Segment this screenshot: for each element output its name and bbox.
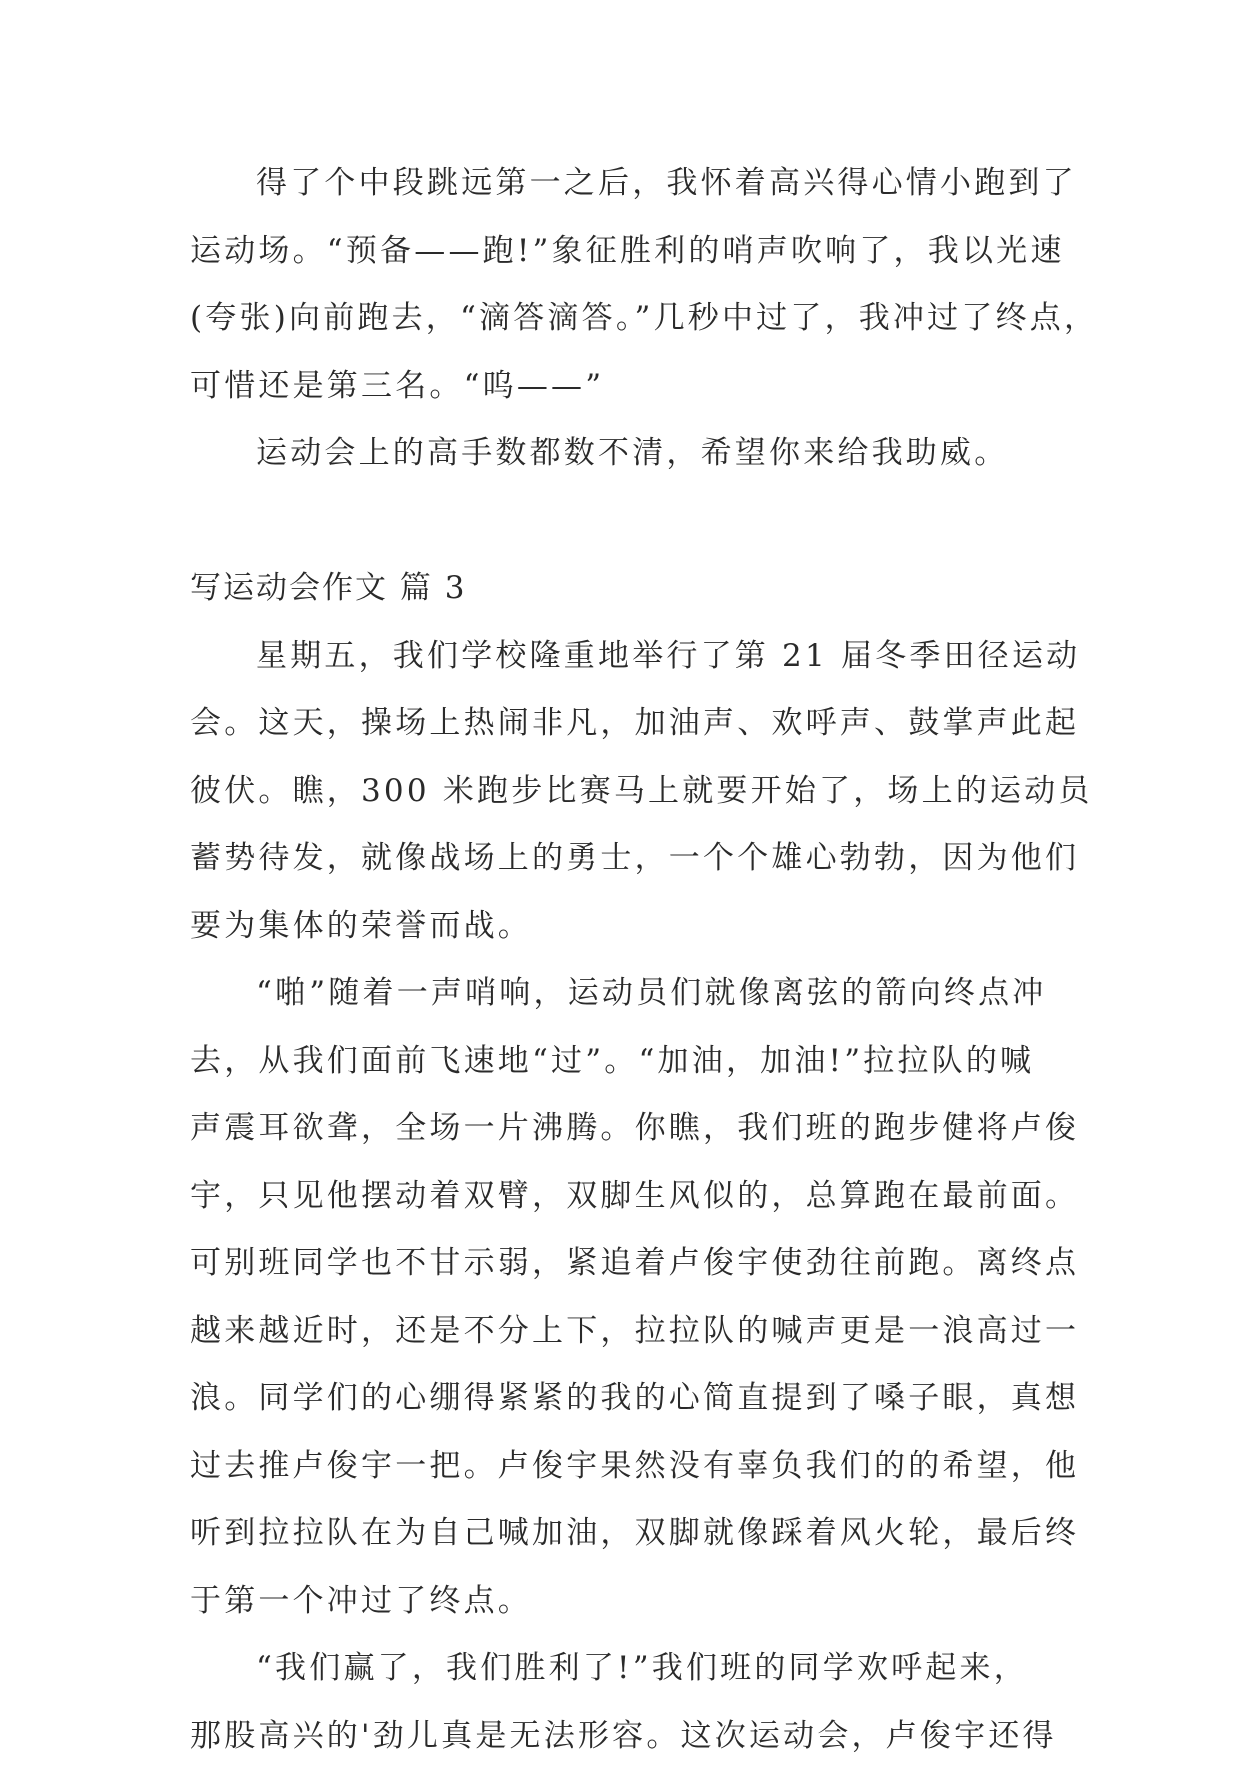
paragraph-line: 越来越近时，还是不分上下，拉拉队的喊声更是一浪高过一 bbox=[190, 1306, 1050, 1374]
paragraph-line: 浪。同学们的心绷得紧紧的我的心简直提到了嗓子眼，真想 bbox=[190, 1373, 1050, 1441]
article-body bbox=[190, 158, 1050, 1778]
paragraph-line: 宇，只见他摆动着双臂，双脚生风似的，总算跑在最前面。 bbox=[190, 1171, 1050, 1239]
paragraph-line: 运动会上的高手数都数不清，希望你来给我助威。 bbox=[190, 428, 1050, 496]
paragraph-line: (夸张)向前跑去，“滴答滴答。”几秒中过了，我冲过了终点， bbox=[190, 293, 1050, 361]
paragraph-line: 听到拉拉队在为自己喊加油，双脚就像踩着风火轮，最后终 bbox=[190, 1508, 1050, 1576]
paragraph-line: 可惜还是第三名。“呜——” bbox=[190, 361, 1050, 429]
paragraph-line: 得了个中段跳远第一之后，我怀着高兴得心情小跑到了 bbox=[190, 158, 1050, 226]
paragraph-line: 蓄势待发，就像战场上的勇士，一个个雄心勃勃，因为他们 bbox=[190, 833, 1050, 901]
paragraph-line: “我们赢了，我们胜利了!”我们班的同学欢呼起来， bbox=[190, 1643, 1050, 1711]
paragraph-line: 过去推卢俊宇一把。卢俊宇果然没有辜负我们的的希望，他 bbox=[190, 1441, 1050, 1509]
paragraph-line: 要为集体的荣誉而战。 bbox=[190, 901, 1050, 969]
paragraph-line: 运动场。“预备——跑!”象征胜利的哨声吹响了，我以光速 bbox=[190, 226, 1050, 294]
paragraph-line: “啪”随着一声哨响，运动员们就像离弦的箭向终点冲 bbox=[190, 968, 1050, 1036]
paragraph-line: 星期五，我们学校隆重地举行了第 21 届冬季田径运动 bbox=[190, 631, 1050, 699]
paragraph-line: 彼伏。瞧，300 米跑步比赛马上就要开始了，场上的运动员 bbox=[190, 766, 1050, 834]
paragraph-line: 于第一个冲过了终点。 bbox=[190, 1576, 1050, 1644]
paragraph-line: 那股高兴的'劲儿真是无法形容。这次运动会，卢俊宇还得 bbox=[190, 1711, 1050, 1778]
paragraph-line: 会。这天，操场上热闹非凡，加油声、欢呼声、鼓掌声此起 bbox=[190, 698, 1050, 766]
paragraph-line: 去，从我们面前飞速地“过”。“加油，加油!”拉拉队的喊 bbox=[190, 1036, 1050, 1104]
paragraph-line: 可别班同学也不甘示弱，紧追着卢俊宇使劲往前跑。离终点 bbox=[190, 1238, 1050, 1306]
section-heading: 写运动会作文 篇 3 bbox=[190, 563, 1050, 631]
blank-line bbox=[190, 496, 1050, 564]
paragraph-line: 声震耳欲聋，全场一片沸腾。你瞧，我们班的跑步健将卢俊 bbox=[190, 1103, 1050, 1171]
